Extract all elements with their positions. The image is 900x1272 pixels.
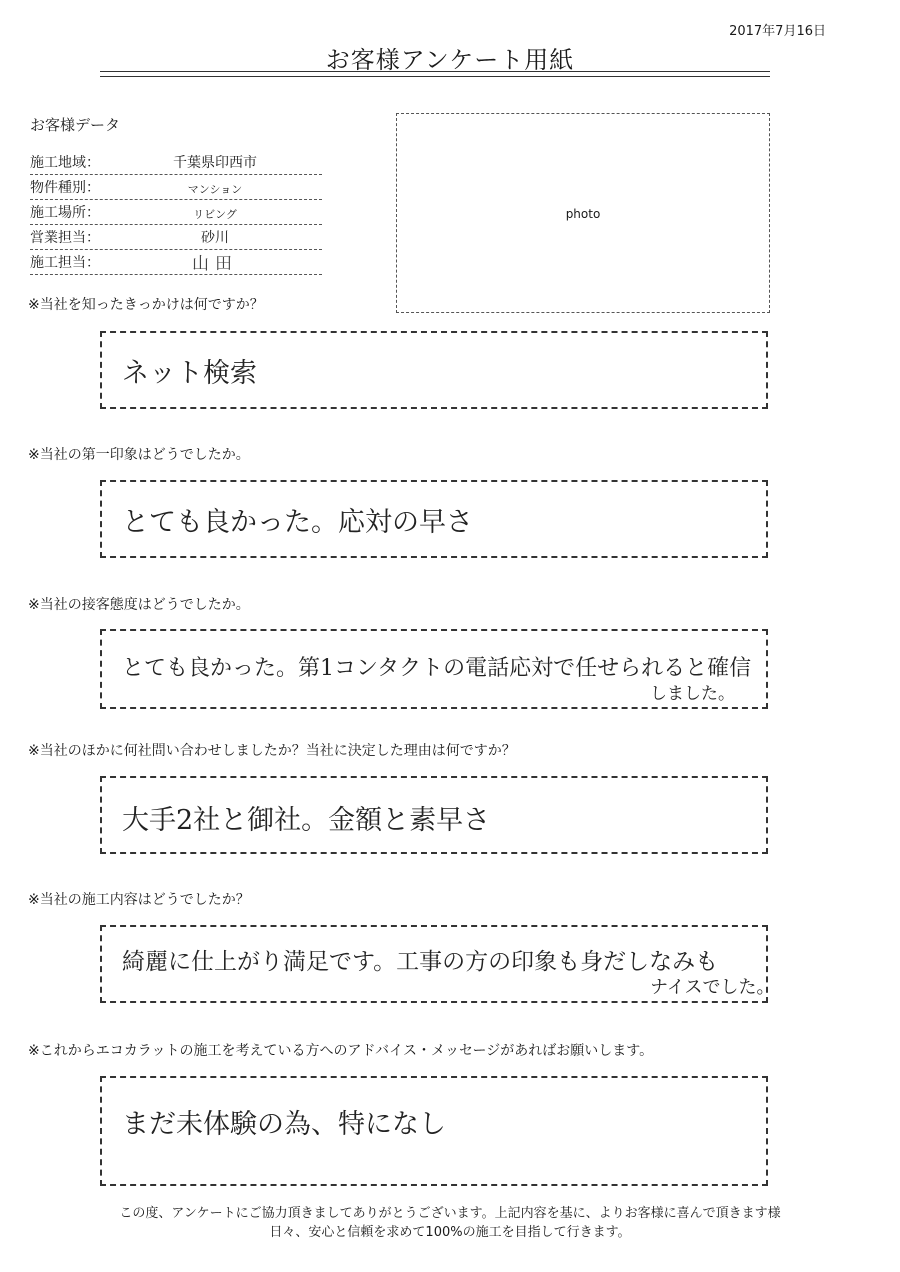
- data-value: リビング: [193, 208, 237, 221]
- answer-text-continued: ナイスでした。: [650, 977, 775, 998]
- data-row-area: [30, 150, 322, 175]
- answer-text-continued: しました。: [650, 684, 735, 704]
- customer-data-table: [30, 150, 322, 275]
- data-row-sales-staff: [30, 225, 322, 250]
- question-4: ※当社のほかに何社問い合わせしましたか？当社に決定した理由は何ですか？: [28, 743, 516, 759]
- answer-text: 大手2社と御社。金額と素早さ: [122, 805, 491, 836]
- question-6: ※これからエコカラットの施工を考えている方へのアドバイス・メッセージがあればお願いします。: [28, 1043, 654, 1059]
- photo-placeholder: [396, 113, 770, 313]
- data-row-location: [30, 200, 322, 225]
- data-label: 施工場所：: [30, 205, 100, 221]
- page-title: お客様アンケート用紙: [325, 46, 575, 74]
- footer-line-2: 日々、安心と信頼を求めて100%の施工を目指して行きます。: [269, 1225, 631, 1240]
- question-5: ※当社の施工内容はどうでしたか？: [28, 892, 250, 908]
- answer-text: 綺麗に仕上がり満足です。工事の方の印象も身だしなみも: [122, 949, 719, 975]
- data-label: 物件種別：: [30, 180, 100, 196]
- data-value: 千葉県印西市: [173, 155, 257, 171]
- question-3: ※当社の接客態度はどうでしたか。: [28, 597, 250, 613]
- answer-text: とても良かった。応対の早さ: [122, 507, 473, 538]
- data-row-property-type: [30, 175, 322, 200]
- question-2: ※当社の第一印象はどうでしたか。: [28, 447, 250, 463]
- data-value-handwritten: 山田: [192, 254, 238, 274]
- footer-line-1: この度、アンケートにご協力頂きましてありがとうございます。上記内容を基に、よりお客様に喜んで頂きます様: [119, 1206, 781, 1221]
- data-value: マンション: [187, 183, 243, 196]
- survey-date: 2017年7月16日: [729, 24, 826, 39]
- answer-text: とても良かった。第1コンタクトの電話応対で任せられると確信: [122, 656, 752, 681]
- answer-text: ネット検索: [122, 358, 257, 389]
- question-1: ※当社を知ったきっかけは何ですか？: [28, 297, 264, 313]
- answer-box-2: [100, 480, 768, 558]
- data-label: 営業担当：: [30, 230, 100, 246]
- answer-text: まだ未体験の為、特になし: [122, 1109, 446, 1140]
- answer-box-4: [100, 776, 768, 854]
- footer-message: [0, 1204, 900, 1242]
- answer-box-5: [100, 925, 775, 1003]
- data-value: 砂川: [201, 230, 229, 246]
- answer-box-6: [100, 1076, 768, 1186]
- answer-box-3: [100, 629, 768, 709]
- photo-label: photo: [565, 207, 601, 221]
- title-divider: [100, 71, 770, 77]
- data-label: 施工地域：: [30, 155, 100, 171]
- data-row-install-staff: [30, 250, 322, 275]
- data-label: 施工担当：: [30, 255, 100, 271]
- customer-data-heading: お客様データ: [30, 116, 121, 134]
- answer-box-1: [100, 331, 768, 409]
